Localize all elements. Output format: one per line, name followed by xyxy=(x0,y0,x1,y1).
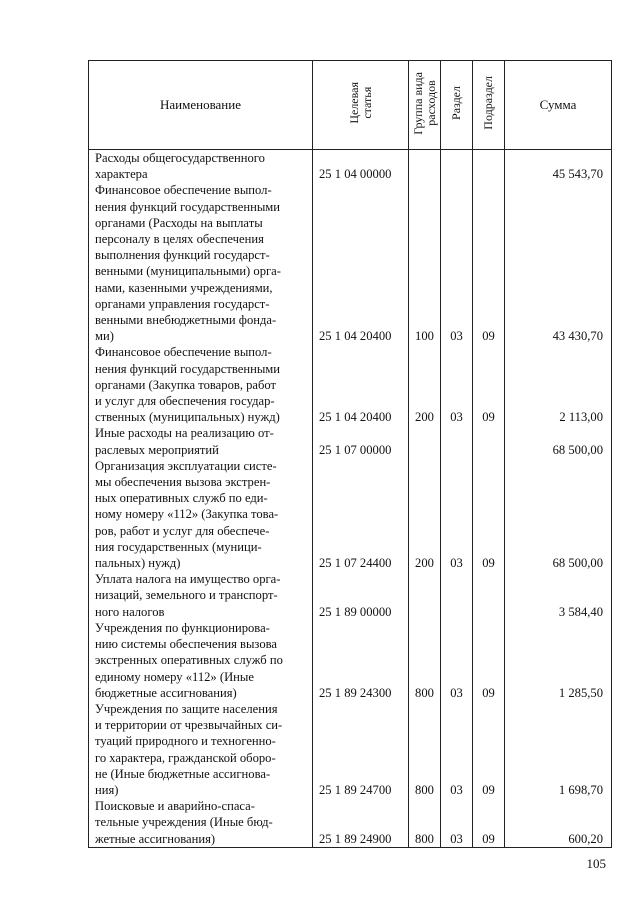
row-target-article: 25 1 07 24400 xyxy=(313,458,409,571)
row-name-line: органами (Расходы на выплаты xyxy=(95,215,263,230)
row-name-line: тельные учреждения (Иные бюд- xyxy=(95,815,273,830)
row-name-line: ных оперативных служб по еди- xyxy=(95,491,268,506)
row-name xyxy=(89,701,313,798)
row-target-article: 25 1 89 24900 xyxy=(313,798,409,847)
row-name-line: раслевых мероприятий xyxy=(95,442,219,457)
row-subsection xyxy=(473,425,505,457)
row-name xyxy=(89,571,313,620)
row-expense-group: 800 xyxy=(409,620,441,701)
row-target-article: 25 1 04 20400 xyxy=(313,344,409,425)
row-subsection: 09 xyxy=(473,344,505,425)
row-name-line: органами управления государст- xyxy=(95,296,270,311)
row-name-line: Организация эксплуатации систе- xyxy=(95,458,277,473)
row-section: 03 xyxy=(441,458,473,571)
row-name-line: единому номеру «112» (Иные xyxy=(95,669,254,684)
row-subsection: 09 xyxy=(473,458,505,571)
row-name-line: персоналу в целях обеспечения xyxy=(95,232,264,247)
row-name-line: нения функций государственными xyxy=(95,199,281,214)
row-name-line: го характера, гражданской оборо- xyxy=(95,750,276,765)
row-name xyxy=(89,344,313,425)
table-row xyxy=(89,701,612,798)
row-name-line: низаций, земельного и транспорт- xyxy=(95,588,278,603)
row-name-line: ного налогов xyxy=(95,604,165,619)
row-target-article: 25 1 89 00000 xyxy=(313,571,409,620)
row-section: 03 xyxy=(441,701,473,798)
row-expense-group: 800 xyxy=(409,798,441,847)
row-subsection xyxy=(473,150,505,183)
row-name xyxy=(89,798,313,847)
row-target-article: 25 1 04 20400 xyxy=(313,182,409,344)
row-name-line: и услуг для обеспечения государ- xyxy=(95,394,275,409)
row-target-article: 25 1 04 00000 xyxy=(313,150,409,183)
row-subsection: 09 xyxy=(473,798,505,847)
row-sum: 2 113,00 xyxy=(505,344,612,425)
row-sum: 3 584,40 xyxy=(505,571,612,620)
row-sum: 600,20 xyxy=(505,798,612,847)
page-number: 105 xyxy=(586,856,606,871)
row-name-line: экстренных оперативных служб по xyxy=(95,653,283,668)
row-name-line: органами (Закупка товаров, работ xyxy=(95,377,277,392)
row-name xyxy=(89,150,313,183)
row-name xyxy=(89,182,313,344)
row-section: 03 xyxy=(441,344,473,425)
row-name-line: ственных (муниципальных) нужд) xyxy=(95,410,280,425)
header-name: Наименование xyxy=(89,61,313,150)
row-name-line: и территории от чрезвычайных си- xyxy=(95,718,283,733)
row-name-line: венными (муниципальными) орга- xyxy=(95,264,281,279)
row-name-line: туаций природного и техногенно- xyxy=(95,734,276,749)
row-subsection: 09 xyxy=(473,182,505,344)
row-subsection xyxy=(473,571,505,620)
row-name-line: ния) xyxy=(95,782,119,797)
row-name-line: Расходы общегосударственного xyxy=(95,151,265,165)
row-sum: 1 698,70 xyxy=(505,701,612,798)
row-section: 03 xyxy=(441,620,473,701)
row-section xyxy=(441,150,473,183)
row-expense-group: 200 xyxy=(409,344,441,425)
row-name-line: мы обеспечения вызова экстрен- xyxy=(95,475,271,490)
row-name-line: нами, казенными учреждениями, xyxy=(95,280,273,295)
header-sum: Сумма xyxy=(505,61,612,150)
row-name-line: ров, работ и услуг для обеспече- xyxy=(95,523,270,538)
row-name-line: Иные расходы на реализацию от- xyxy=(95,426,274,441)
row-name xyxy=(89,458,313,571)
row-sum: 68 500,00 xyxy=(505,425,612,457)
row-name-line: выполнения функций государст- xyxy=(95,248,270,263)
row-section xyxy=(441,571,473,620)
table-row xyxy=(89,182,612,344)
table-row xyxy=(89,458,612,571)
row-name-line: ному номеру «112» (Закупка това- xyxy=(95,507,279,522)
row-sum: 1 285,50 xyxy=(505,620,612,701)
header-expense-group: Группа вида расходов xyxy=(409,61,441,150)
row-name xyxy=(89,620,313,701)
row-name-line: нения функций государственными xyxy=(95,361,281,376)
row-expense-group: 200 xyxy=(409,458,441,571)
row-target-article: 25 1 07 00000 xyxy=(313,425,409,457)
row-expense-group xyxy=(409,425,441,457)
row-section xyxy=(441,425,473,457)
budget-table xyxy=(88,60,612,848)
table-row xyxy=(89,425,612,457)
row-sum: 43 430,70 xyxy=(505,182,612,344)
header-section: Раздел xyxy=(441,61,473,150)
row-name-line: Финансовое обеспечение выпол- xyxy=(95,183,272,198)
row-name-line: Учреждения по функционирова- xyxy=(95,620,270,635)
row-sum: 68 500,00 xyxy=(505,458,612,571)
table-row xyxy=(89,150,612,183)
table-header-row xyxy=(89,61,612,150)
row-target-article: 25 1 89 24300 xyxy=(313,620,409,701)
row-name-line: жетные ассигнования) xyxy=(95,831,216,846)
row-name-line: венными внебюджетными фонда- xyxy=(95,313,277,328)
table-row xyxy=(89,620,612,701)
row-section: 03 xyxy=(441,182,473,344)
row-target-article: 25 1 89 24700 xyxy=(313,701,409,798)
header-target-article: Целевая статья xyxy=(313,61,409,150)
header-subsection: Подраздел xyxy=(473,61,505,150)
row-expense-group xyxy=(409,150,441,183)
row-subsection: 09 xyxy=(473,620,505,701)
row-name-line: характера xyxy=(95,167,148,182)
table-body xyxy=(89,150,612,848)
row-name-line: ния государственных (муници- xyxy=(95,539,262,554)
row-name-line: Уплата налога на имущество орга- xyxy=(95,572,281,587)
row-name-line: нию системы обеспечения вызова xyxy=(95,637,277,652)
row-section: 03 xyxy=(441,798,473,847)
row-name-line: Учреждения по защите населения xyxy=(95,701,278,716)
row-name xyxy=(89,425,313,457)
table-row xyxy=(89,344,612,425)
row-name-line: ми) xyxy=(95,329,114,344)
table-row xyxy=(89,571,612,620)
row-expense-group: 100 xyxy=(409,182,441,344)
row-name-line: Финансовое обеспечение выпол- xyxy=(95,345,272,360)
row-name-line: Поисковые и аварийно-спаса- xyxy=(95,799,255,814)
row-name-line: не (Иные бюджетные ассигнова- xyxy=(95,766,271,781)
row-expense-group: 800 xyxy=(409,701,441,798)
row-name-line: пальных) нужд) xyxy=(95,556,181,571)
row-subsection: 09 xyxy=(473,701,505,798)
table-row xyxy=(89,798,612,847)
row-name-line: бюджетные ассигнования) xyxy=(95,685,237,700)
row-expense-group xyxy=(409,571,441,620)
row-sum: 45 543,70 xyxy=(505,150,612,183)
